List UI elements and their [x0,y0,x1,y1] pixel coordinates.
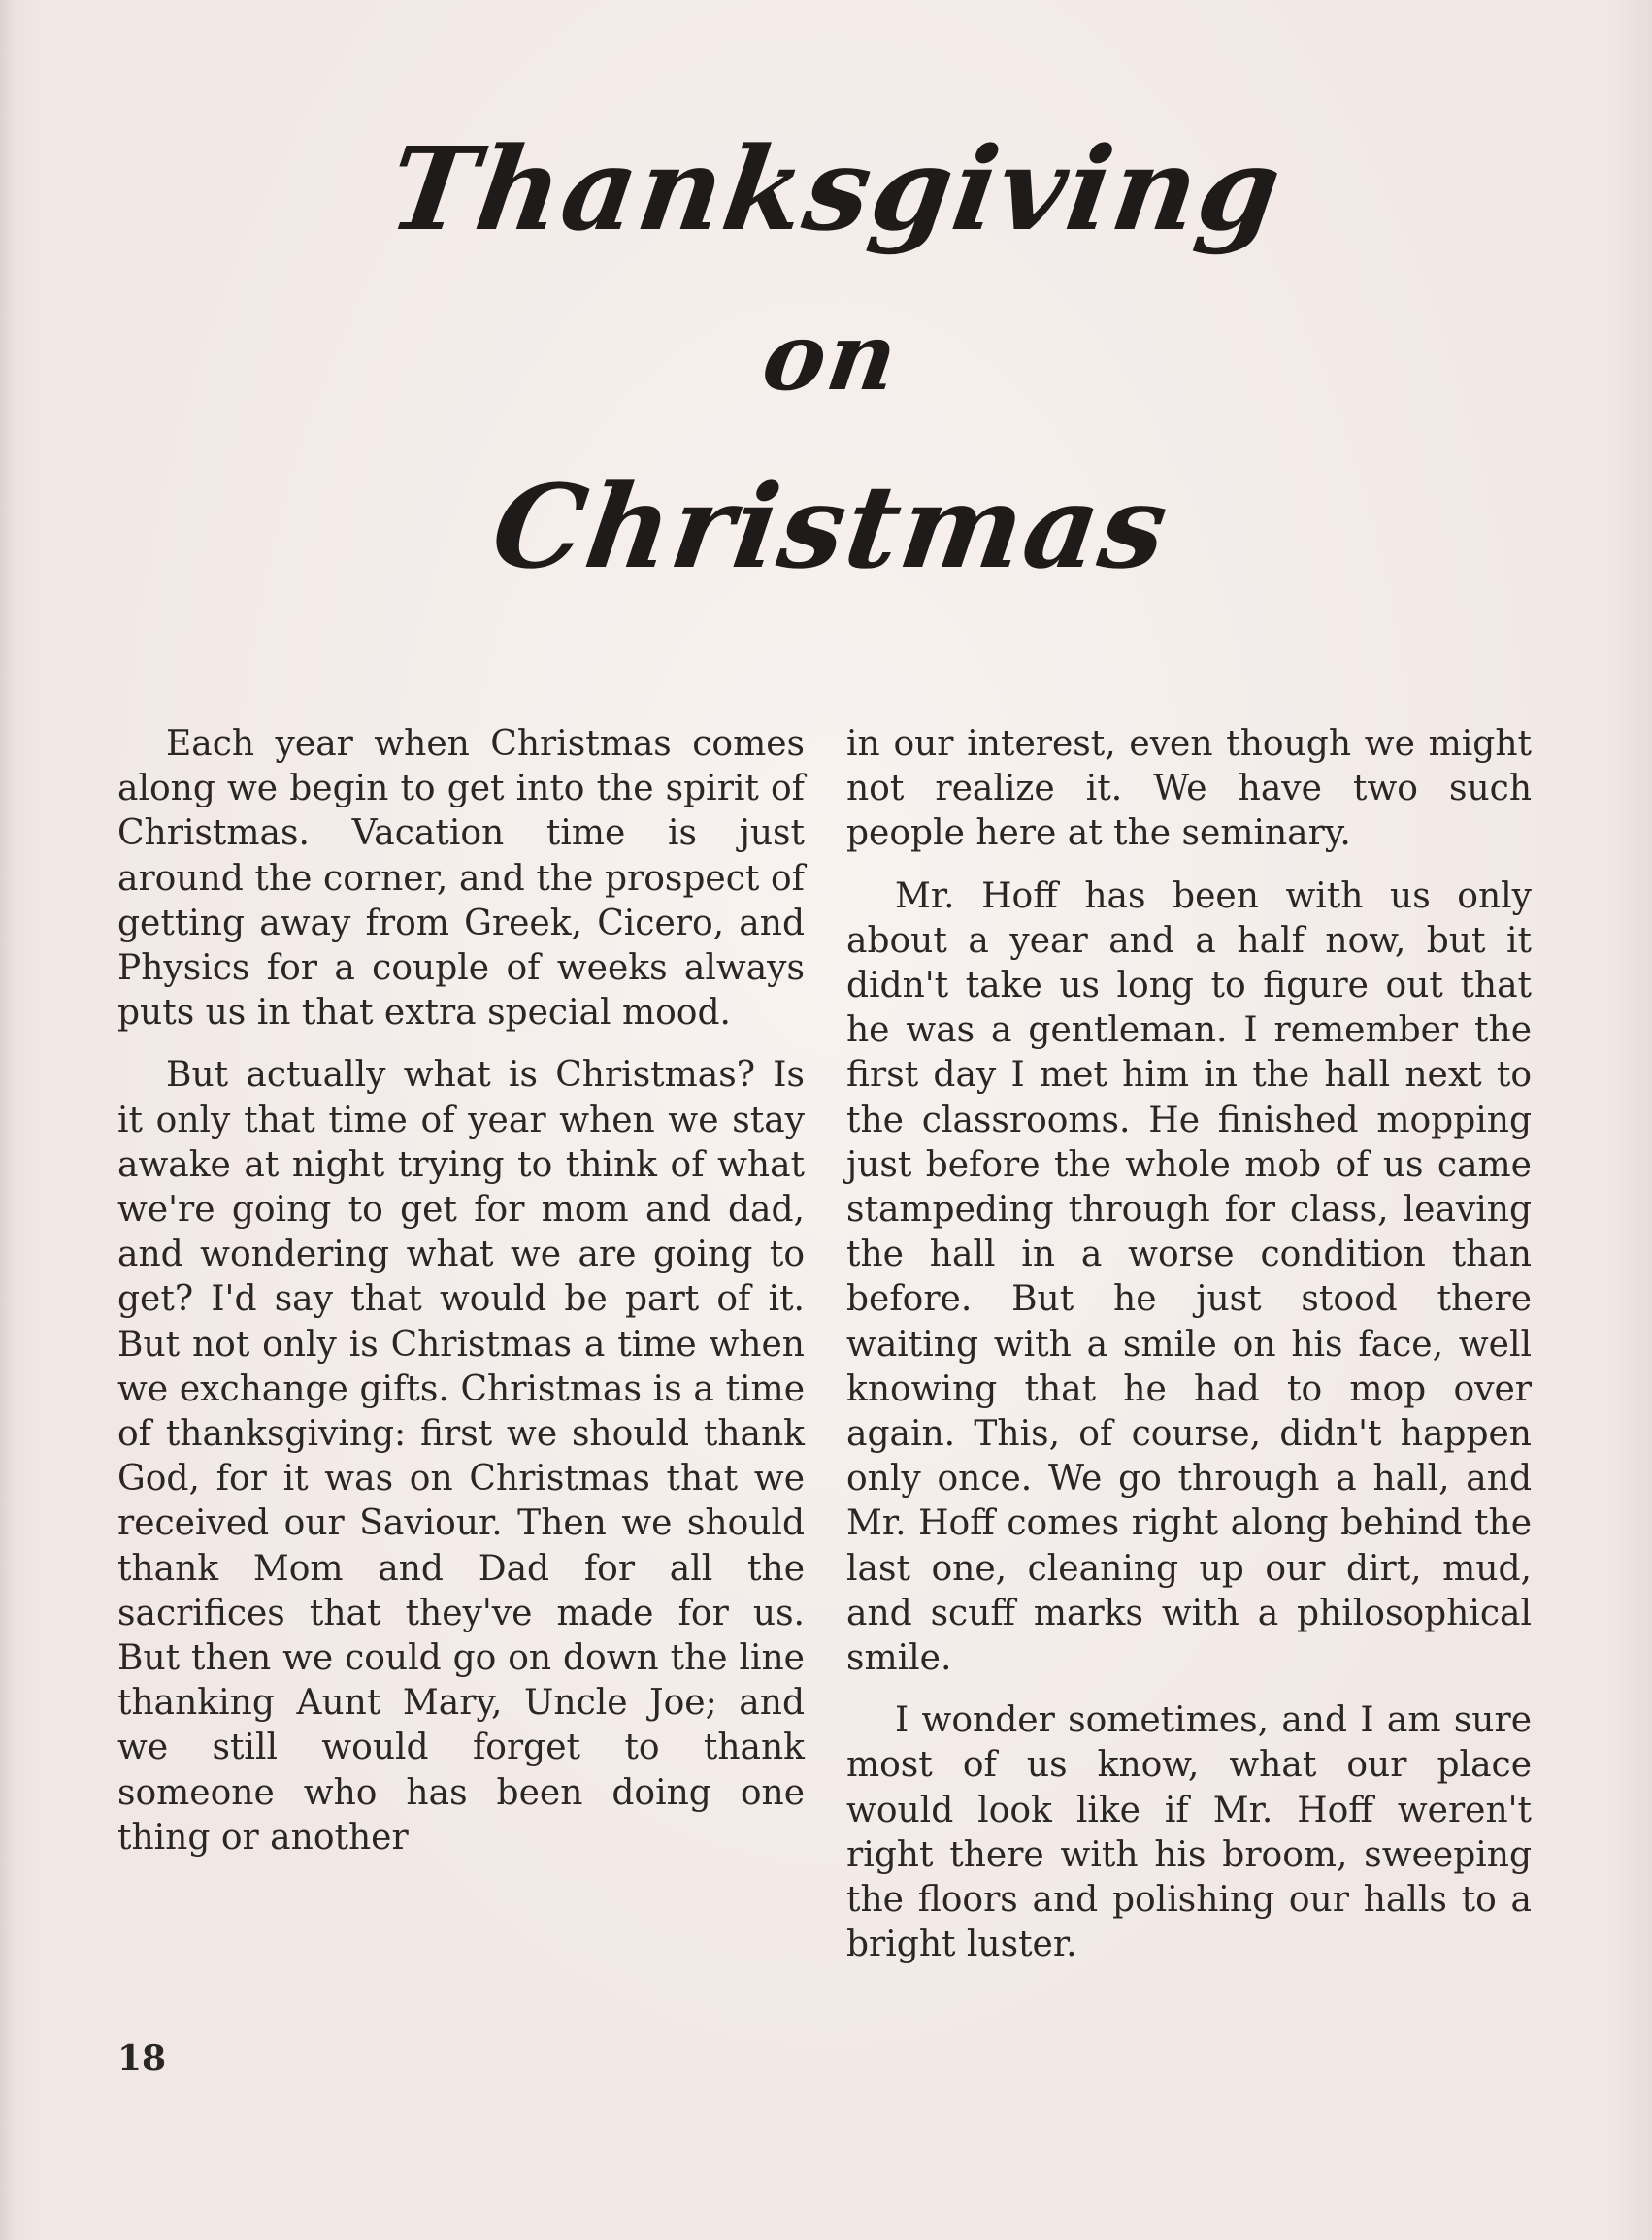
paragraph-4: Mr. Hoff has been with us only about a year and a half now, but it didn't take us long to figure out that he was a gentleman. I remember the first day I met him in the hall next to the classrooms. He finished mopping just before the whole mob of us came stampeding through for class, leaving the hall in a worse condition than before. But he just stood there waiting with a smile on his face, well knowing that he had to mop over again. This, of course, didn't happen only once. We go through a hall, and Mr. Hoff comes right along behind the last one, cleaning up our dirt, mud, and scuff marks with a philosophical smile. [846,875,1532,1679]
right-text-column [846,722,1532,1985]
paragraph-3-continued: in our interest, even though we might not realize it. We have two such people here at the seminary. [846,724,1532,854]
title-line-thanksgiving: Thanksgiving [380,121,1291,256]
page-number: 18 [117,2038,167,2079]
title-line-christmas: Christmas [484,459,1177,594]
paragraph-2: But actually what is Christmas? Is it only that time of year when we stay awake at night trying to think of what we're going to get for mom and dad, and wondering what we are going to get? I'd say that would be part of it. But not only is Christmas a time when we exchange gifts. Christmas is a time of thanksgiving: first we should thank God, for it was on Christmas that we received our Saviour. Then we should thank Mom and Dad for all the sacrifices that they've made for us. But then we could go on down the line thanking Aunt Mary, Uncle Joe; and we still would forget to thank someone who has been doing one thing or another [117,1055,805,1858]
article-title [0,116,1652,600]
title-line-on: on [756,302,906,412]
left-text-column [117,722,805,1878]
paragraph-1: Each year when Christmas comes along we begin to get into the spirit of Christmas. Vacation time is just around the corner, and the prospect of getting away from Greek, Cicero, and Physics for a couple of weeks always puts us in that extra special mood. [117,724,805,1034]
paragraph-5: I wonder sometimes, and I am sure most of us know, what our place would look like if Mr. Hoff weren't right there with his broom, sweeping the floors and polishing our halls to a bright luster. [846,1700,1532,1965]
